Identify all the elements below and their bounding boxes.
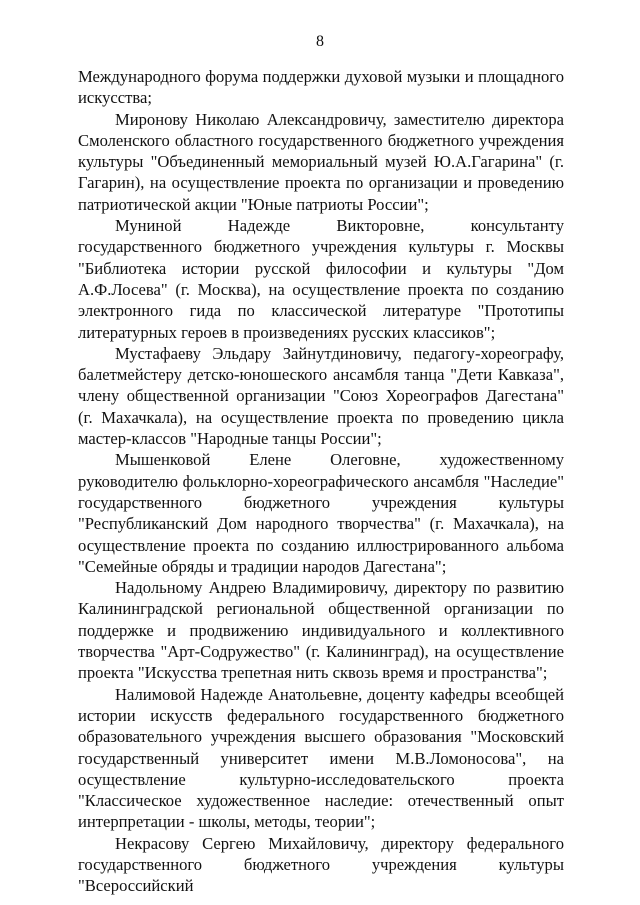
paragraph-continuation: Международного форума поддержки духовой музыки и площадного искусства; xyxy=(78,67,564,108)
paragraph-nalimova: Налимовой Надежде Анатольевне, доценту кафедры всеобщей истории искусств федерального государственного бюджетного образовательного учреждения высшего образования "Московский государственный университет имени М.В.Ломоносова", на осуществление культурно-исследовательского проекта "Классическое художественное наследие: отечественный опыт интерпретации - школы, методы, теории"; xyxy=(78,684,564,832)
document-body xyxy=(78,66,564,897)
paragraph-munina: Муниной Надежде Викторовне, консультанту государственного бюджетного учреждения культуры г. Москвы "Библиотека истории русской философии и культуры "Дом А.Ф.Лосева" (г. Москва), на осуществление проекта по созданию электронного гида по классической литературе "Прототипы литературных героев в произведениях русских классиков"; xyxy=(78,216,564,342)
paragraph-mustafaev: Мустафаеву Эльдару Зайнутдиновичу, педагогу-хореографу, балетмейстеру детско-юношеского ансамбля танца "Дети Кавказа", члену общественной организации "Союз Хореографов Дагестана" (г. Махачкала), на осуществление проекта по проведению цикла мастер-классов "Народные танцы России"; xyxy=(78,343,564,449)
paragraph-mironov: Миронову Николаю Александровичу, заместителю директора Смоленского областного государственного бюджетного учреждения культуры "Объединенный мемориальный музей Ю.А.Гагарина" (г. Гагарин), на осуществление проекта по организации и проведению патриотической акции "Юные патриоты России"; xyxy=(78,109,564,214)
paragraph-nadolny: Надольному Андрею Владимировичу, директору по развитию Калининградской региональной общественной организации по поддержке и продвижению индивидуального и коллективного творчества "Арт-Содружество" (г. Калининград), на осуществление проекта "Искусства трепетная нить сквозь время и пространства"; xyxy=(78,578,564,683)
page-number: 8 xyxy=(316,33,324,50)
paragraph-myshenkova: Мышенковой Елене Олеговне, художественному руководителю фольклорно-хореографического ансамбля "Наследие" государственного бюджетного учреждения культуры "Республиканский Дом народного творчества" (г. Махачкала), на осуществление проекта по созданию иллюстрированного альбома "Семейные обряды и традиции народов Дагестана"; xyxy=(78,450,564,576)
paragraph-nekrasov: Некрасову Сергею Михайловичу, директору федерального государственного бюджетного учреждения культуры "Всероссийский xyxy=(78,833,564,896)
